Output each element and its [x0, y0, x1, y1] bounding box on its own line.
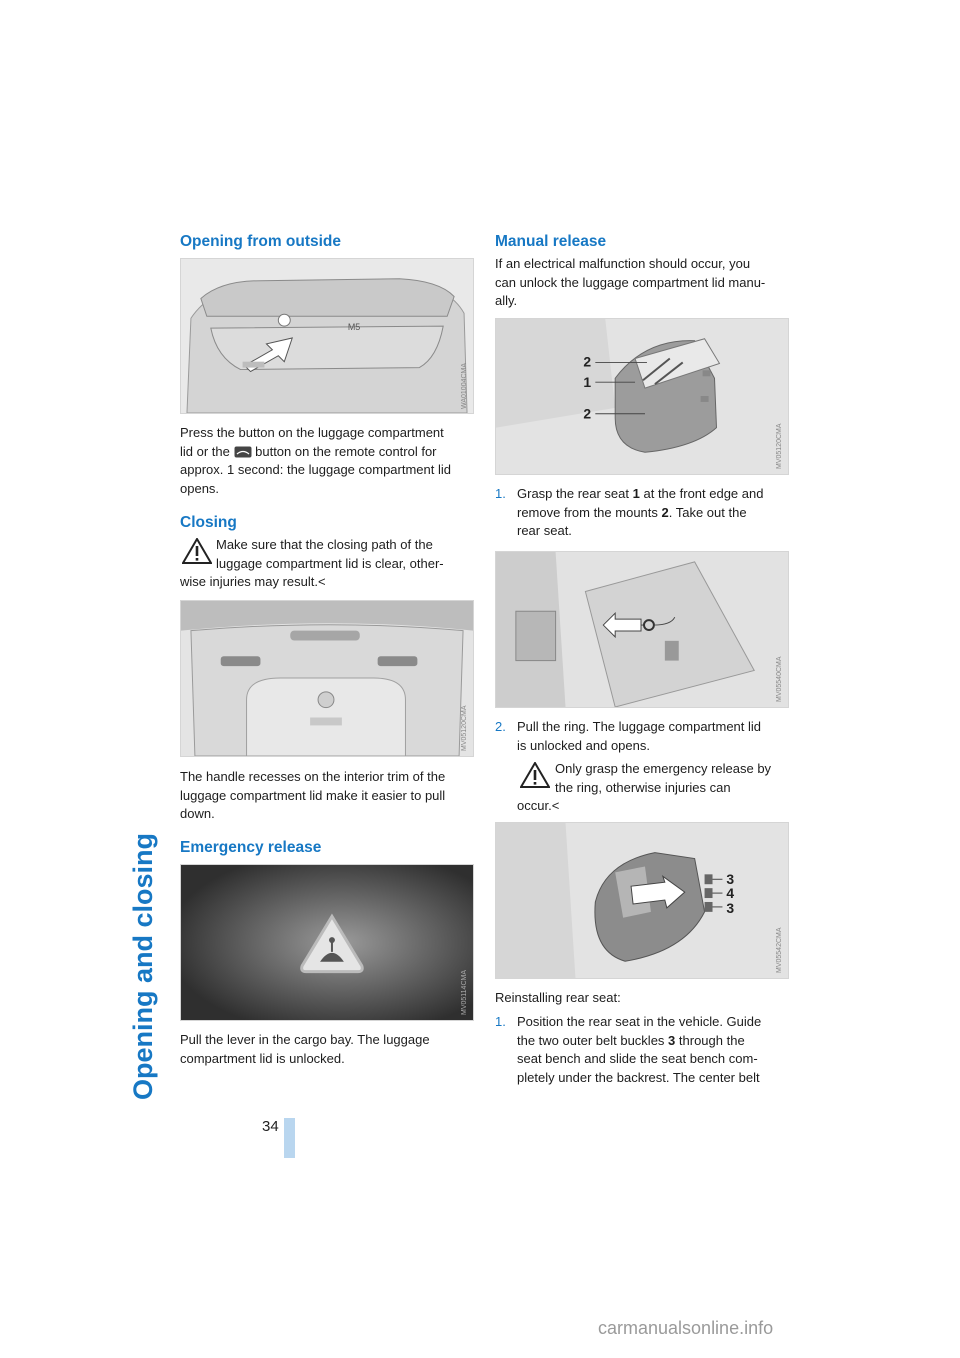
closing-warning-line: luggage compartment lid is clear, other-	[216, 555, 444, 571]
callout-ref: 2	[661, 504, 669, 520]
opening-text-line	[180, 443, 480, 462]
image-code: MV05542CMA	[776, 927, 783, 973]
step2-warning-line	[517, 797, 797, 816]
rear-seat-removal-image	[495, 318, 789, 475]
step-text-fragment: at the front edge and	[643, 486, 764, 501]
step-text-line: rear seat.	[517, 523, 572, 538]
step-text-fragment: Grasp the rear seat	[517, 486, 629, 501]
image-code: MV05120CMA	[776, 423, 783, 469]
callout-label: 3	[726, 871, 735, 888]
image-code: MV05540CMA	[776, 656, 783, 702]
closing-warning-line: Make sure that the closing path of the	[216, 537, 433, 552]
step-text-fragment: remove from the mounts	[517, 504, 658, 520]
emergency-text	[180, 1031, 480, 1068]
manual-heading: Manual release	[495, 233, 607, 250]
step2-warning-top	[555, 760, 800, 797]
reinstall-heading-text: Reinstalling rear seat:	[495, 990, 621, 1005]
rear-seat-reinstall-image	[495, 822, 789, 979]
emergency-section	[180, 838, 476, 858]
step-number: 1.	[495, 1014, 506, 1029]
trunk-remote-button-icon	[234, 445, 252, 457]
callout-label: 2	[583, 353, 592, 370]
reinstall-step-1	[495, 1013, 795, 1093]
image-code: WA01004CMA	[461, 362, 468, 409]
closing-text	[180, 768, 480, 824]
manual-intro-line: If an electrical malfunction should occur, you	[495, 256, 751, 271]
step-text-line	[517, 485, 789, 504]
image-code: MV05114CMA	[461, 969, 468, 1015]
closing-section	[180, 513, 476, 533]
trunk-interior-trim-image	[180, 600, 474, 757]
warning-triangle-icon	[520, 762, 550, 788]
step-text-line: Position the rear seat in the vehicle. Guide	[517, 1014, 762, 1029]
callout-ref: 1	[632, 486, 640, 501]
step-text-fragment: . Take out the	[668, 504, 747, 520]
manual-intro-line: can unlock the luggage compartment lid manu-	[495, 274, 766, 290]
left-column	[180, 232, 476, 252]
closing-warning-line	[180, 573, 480, 592]
opening-text	[180, 424, 480, 498]
closing-warning-bottom	[180, 573, 480, 592]
page-number: 34	[262, 1118, 279, 1135]
manual-section	[495, 232, 791, 252]
opening-text-fragment: lid or the	[180, 443, 230, 459]
step-1	[495, 485, 795, 541]
step-text-line	[517, 1032, 789, 1051]
emergency-release-image	[180, 864, 474, 1021]
step2-warning-line: the ring, otherwise injuries can	[555, 779, 731, 795]
step2-warning-fragment: occur.	[517, 798, 552, 813]
step-text	[517, 1013, 789, 1087]
svg-text:M5: M5	[347, 322, 361, 333]
step-2	[495, 718, 795, 758]
step-text	[517, 718, 789, 755]
page-number-bar	[284, 1118, 295, 1158]
step-text-line: is unlocked and opens.	[517, 737, 650, 753]
reinstall-heading	[495, 989, 795, 1008]
closing-text-line: The handle recesses on the interior trim of the	[180, 769, 446, 784]
step-text-line	[517, 504, 789, 523]
opening-heading: Opening from outside	[180, 233, 342, 250]
opening-text-line: approx. 1 second: the luggage compartment lid	[180, 462, 452, 477]
image-code: MV05120CMA	[461, 705, 468, 751]
closing-warning-fragment: wise injuries may result.	[180, 574, 318, 589]
opening-text-fragment: button on the remote control for	[255, 443, 437, 459]
step-text-line: seat bench and slide the seat bench com-	[517, 1051, 758, 1066]
emergency-text-line: Pull the lever in the cargo bay. The luggage	[180, 1032, 430, 1047]
emergency-ring-image	[495, 551, 789, 708]
step-text-line: Pull the ring. The luggage compartment lid	[517, 719, 762, 734]
emergency-text-line: compartment lid is unlocked.	[180, 1050, 345, 1066]
closing-text-line: down.	[180, 806, 215, 821]
callout-ref: 3	[668, 1032, 676, 1048]
step-text-line: pletely under the backrest. The center belt	[517, 1069, 760, 1085]
callout-label: 4	[726, 885, 735, 902]
chapter-side-title	[108, 60, 168, 1180]
step-text-fragment: the two outer belt buckles	[517, 1032, 665, 1048]
opening-text-line: Press the button on the luggage compartment	[180, 425, 444, 440]
manual-intro	[495, 255, 795, 311]
callout-label: 3	[726, 899, 735, 916]
step2-warning-bottom	[517, 797, 797, 816]
opening-text-line: opens.	[180, 480, 220, 496]
step-number: 1.	[495, 486, 506, 501]
end-mark: <	[318, 574, 326, 589]
closing-warning-top	[216, 536, 486, 573]
callout-label: 2	[583, 405, 592, 422]
closing-heading: Closing	[180, 514, 237, 531]
step-text	[517, 485, 789, 541]
step-text-fragment: through the	[678, 1032, 745, 1048]
emergency-heading: Emergency release	[180, 839, 322, 856]
manual-intro-line: ally.	[495, 293, 518, 308]
step-number: 2.	[495, 719, 506, 734]
warning-triangle-icon	[182, 538, 212, 564]
callout-label: 1	[583, 374, 592, 391]
closing-text-line: luggage compartment lid make it easier to pull	[180, 787, 446, 803]
step2-warning-line: Only grasp the emergency release by	[555, 761, 772, 776]
footer-watermark: carmanualsonline.info	[598, 1318, 774, 1338]
trunk-exterior-image	[180, 258, 474, 414]
end-mark: <	[551, 798, 560, 813]
chapter-title-text: Opening and closing	[128, 832, 158, 1100]
